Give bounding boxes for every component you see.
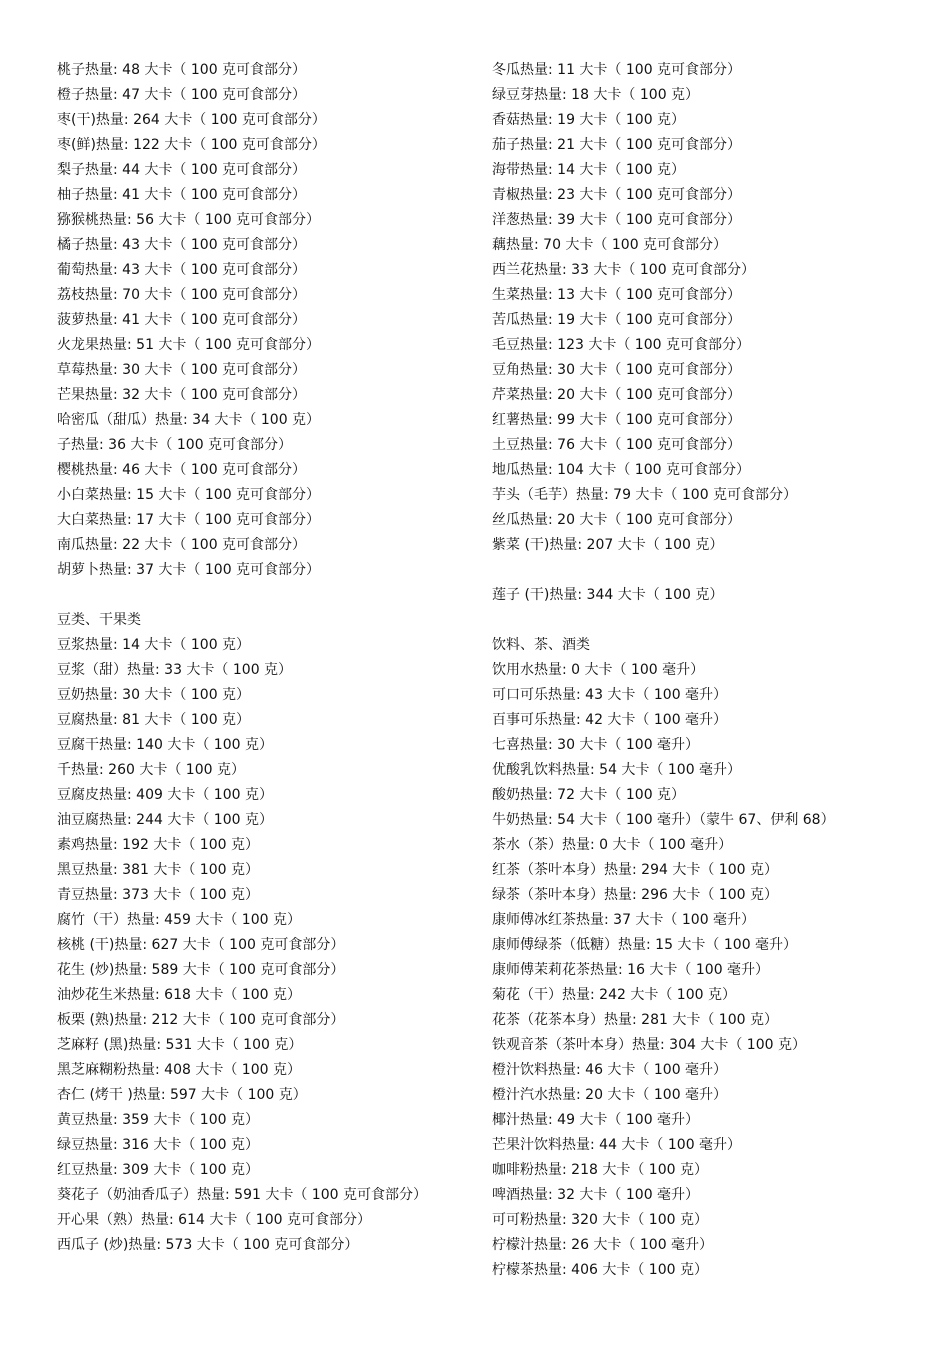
- text-line: 小白菜热量: 15 大卡（ 100 克可食部分）: [57, 487, 321, 503]
- text-line: 红薯热量: 99 大卡（ 100 克可食部分）: [492, 412, 742, 428]
- text-line: 黑豆热量: 381 大卡（ 100 克）: [57, 862, 259, 878]
- text-line: 生菜热量: 13 大卡（ 100 克可食部分）: [492, 287, 742, 303]
- text-line: 可可粉热量: 320 大卡（ 100 克）: [492, 1212, 708, 1228]
- text-line: 饮用水热量: 0 大卡（ 100 毫升）: [492, 662, 705, 678]
- text-line: 开心果（熟）热量: 614 大卡（ 100 克可食部分）: [57, 1212, 371, 1228]
- text-line: 绿豆芽热量: 18 大卡（ 100 克）: [492, 87, 700, 103]
- text-line: 草莓热量: 30 大卡（ 100 克可食部分）: [57, 362, 307, 378]
- text-line: 西瓜子 (炒)热量: 573 大卡（ 100 克可食部分）: [57, 1237, 359, 1253]
- text-line: 冬瓜热量: 11 大卡（ 100 克可食部分）: [492, 62, 742, 78]
- text-line: 菠萝热量: 41 大卡（ 100 克可食部分）: [57, 312, 307, 328]
- text-line: 豆腐皮热量: 409 大卡（ 100 克）: [57, 787, 273, 803]
- text-line: 豆奶热量: 30 大卡（ 100 克）: [57, 687, 251, 703]
- text-line: 康师傅绿茶（低糖）热量: 15 大卡（ 100 毫升）: [492, 937, 798, 953]
- text-line: 火龙果热量: 51 大卡（ 100 克可食部分）: [57, 337, 321, 353]
- text-line: 芒果热量: 32 大卡（ 100 克可食部分）: [57, 387, 307, 403]
- text-line: 洋葱热量: 39 大卡（ 100 克可食部分）: [492, 212, 742, 228]
- text-line: 核桃 (干)热量: 627 大卡（ 100 克可食部分）: [57, 937, 345, 953]
- text-line: 豆腐干热量: 140 大卡（ 100 克）: [57, 737, 273, 753]
- text-line: 优酸乳饮料热量: 54 大卡（ 100 毫升）: [492, 762, 742, 778]
- text-line: 豆浆热量: 14 大卡（ 100 克）: [57, 637, 251, 653]
- text-line: 茶水（茶）热量: 0 大卡（ 100 毫升）: [492, 837, 733, 853]
- text-line: 大白菜热量: 17 大卡（ 100 克可食部分）: [57, 512, 321, 528]
- text-line: 毛豆热量: 123 大卡（ 100 克可食部分）: [492, 337, 750, 353]
- text-line: 油炒花生米热量: 618 大卡（ 100 克）: [57, 987, 301, 1003]
- text-line: 苦瓜热量: 19 大卡（ 100 克可食部分）: [492, 312, 742, 328]
- text-line: 柚子热量: 41 大卡（ 100 克可食部分）: [57, 187, 307, 203]
- left-column: [57, 58, 462, 1258]
- text-line: 饮料、茶、酒类: [492, 637, 590, 653]
- text-line: 红豆热量: 309 大卡（ 100 克）: [57, 1162, 259, 1178]
- text-line: 黄豆热量: 359 大卡（ 100 克）: [57, 1112, 259, 1128]
- text-line: 啤酒热量: 32 大卡（ 100 毫升）: [492, 1187, 700, 1203]
- blank-line: [492, 608, 912, 633]
- text-line: 桃子热量: 48 大卡（ 100 克可食部分）: [57, 62, 307, 78]
- blank-line: [492, 558, 912, 583]
- text-line: 酸奶热量: 72 大卡（ 100 克）: [492, 787, 686, 803]
- text-line: 子热量: 36 大卡（ 100 克可食部分）: [57, 437, 293, 453]
- text-line: 千热量: 260 大卡（ 100 克）: [57, 762, 245, 778]
- text-line: 青豆热量: 373 大卡（ 100 克）: [57, 887, 259, 903]
- text-line: 葡萄热量: 43 大卡（ 100 克可食部分）: [57, 262, 307, 278]
- text-line: 油豆腐热量: 244 大卡（ 100 克）: [57, 812, 273, 828]
- text-line: 黑芝麻糊粉热量: 408 大卡（ 100 克）: [57, 1062, 301, 1078]
- text-line: 柠檬茶热量: 406 大卡（ 100 克）: [492, 1262, 708, 1278]
- text-line: 藕热量: 70 大卡（ 100 克可食部分）: [492, 237, 728, 253]
- blank-line: [57, 583, 462, 608]
- text-line: 红茶（茶叶本身）热量: 294 大卡（ 100 克）: [492, 862, 778, 878]
- text-line: 七喜热量: 30 大卡（ 100 毫升）: [492, 737, 700, 753]
- text-line: 西兰花热量: 33 大卡（ 100 克可食部分）: [492, 262, 756, 278]
- text-line: 橙汁饮料热量: 46 大卡（ 100 毫升）: [492, 1062, 728, 1078]
- text-line: 南瓜热量: 22 大卡（ 100 克可食部分）: [57, 537, 307, 553]
- text-line: 绿茶（茶叶本身）热量: 296 大卡（ 100 克）: [492, 887, 778, 903]
- text-line: 香菇热量: 19 大卡（ 100 克）: [492, 112, 686, 128]
- text-line: 紫菜 (干)热量: 207 大卡（ 100 克）: [492, 537, 724, 553]
- text-line: 腐竹（干）热量: 459 大卡（ 100 克）: [57, 912, 301, 928]
- text-line: 花生 (炒)热量: 589 大卡（ 100 克可食部分）: [57, 962, 345, 978]
- text-line: 柠檬汁热量: 26 大卡（ 100 毫升）: [492, 1237, 714, 1253]
- text-line: 丝瓜热量: 20 大卡（ 100 克可食部分）: [492, 512, 742, 528]
- text-line: 芋头（毛芋）热量: 79 大卡（ 100 克可食部分）: [492, 487, 798, 503]
- text-line: 素鸡热量: 192 大卡（ 100 克）: [57, 837, 259, 853]
- text-line: 百事可乐热量: 42 大卡（ 100 毫升）: [492, 712, 728, 728]
- text-line: 椰汁热量: 49 大卡（ 100 毫升）: [492, 1112, 700, 1128]
- text-line: 芝麻籽 (黑)热量: 531 大卡（ 100 克）: [57, 1037, 303, 1053]
- text-line: 海带热量: 14 大卡（ 100 克）: [492, 162, 686, 178]
- text-line: 哈密瓜（甜瓜）热量: 34 大卡（ 100 克）: [57, 412, 321, 428]
- text-line: 茄子热量: 21 大卡（ 100 克可食部分）: [492, 137, 742, 153]
- text-line: 菊花（干）热量: 242 大卡（ 100 克）: [492, 987, 736, 1003]
- text-line: 铁观音茶（茶叶本身）热量: 304 大卡（ 100 克）: [492, 1037, 806, 1053]
- text-line: 康师傅茉莉花茶热量: 16 大卡（ 100 毫升）: [492, 962, 770, 978]
- text-line: 橙子热量: 47 大卡（ 100 克可食部分）: [57, 87, 307, 103]
- text-line: 可口可乐热量: 43 大卡（ 100 毫升）: [492, 687, 728, 703]
- text-line: 青椒热量: 23 大卡（ 100 克可食部分）: [492, 187, 742, 203]
- text-line: 绿豆热量: 316 大卡（ 100 克）: [57, 1137, 259, 1153]
- text-line: 樱桃热量: 46 大卡（ 100 克可食部分）: [57, 462, 307, 478]
- right-column: [492, 58, 912, 1283]
- text-line: 牛奶热量: 54 大卡（ 100 毫升）（蒙牛 67、伊利 68）: [492, 812, 835, 828]
- text-line: 豆浆（甜）热量: 33 大卡（ 100 克）: [57, 662, 293, 678]
- text-line: 猕猴桃热量: 56 大卡（ 100 克可食部分）: [57, 212, 321, 228]
- text-line: 芒果汁饮料热量: 44 大卡（ 100 毫升）: [492, 1137, 742, 1153]
- text-line: 豆类、干果类: [57, 612, 141, 628]
- text-line: 板栗 (熟)热量: 212 大卡（ 100 克可食部分）: [57, 1012, 345, 1028]
- text-line: 枣(鲜)热量: 122 大卡（ 100 克可食部分）: [57, 137, 326, 153]
- text-line: 梨子热量: 44 大卡（ 100 克可食部分）: [57, 162, 307, 178]
- text-line: 杏仁 (烤干 )热量: 597 大卡（ 100 克）: [57, 1087, 307, 1103]
- text-line: 花茶（花茶本身）热量: 281 大卡（ 100 克）: [492, 1012, 778, 1028]
- text-line: 葵花子（奶油香瓜子）热量: 591 大卡（ 100 克可食部分）: [57, 1187, 427, 1203]
- text-line: 橙汁汽水热量: 20 大卡（ 100 毫升）: [492, 1087, 728, 1103]
- text-line: 橘子热量: 43 大卡（ 100 克可食部分）: [57, 237, 307, 253]
- text-line: 地瓜热量: 104 大卡（ 100 克可食部分）: [492, 462, 750, 478]
- text-line: 康师傅冰红茶热量: 37 大卡（ 100 毫升）: [492, 912, 756, 928]
- text-line: 莲子 (干)热量: 344 大卡（ 100 克）: [492, 587, 724, 603]
- text-line: 土豆热量: 76 大卡（ 100 克可食部分）: [492, 437, 742, 453]
- text-line: 枣(干)热量: 264 大卡（ 100 克可食部分）: [57, 112, 326, 128]
- text-line: 芹菜热量: 20 大卡（ 100 克可食部分）: [492, 387, 742, 403]
- text-line: 豆角热量: 30 大卡（ 100 克可食部分）: [492, 362, 742, 378]
- text-line: 咖啡粉热量: 218 大卡（ 100 克）: [492, 1162, 708, 1178]
- text-line: 豆腐热量: 81 大卡（ 100 克）: [57, 712, 251, 728]
- text-line: 胡萝卜热量: 37 大卡（ 100 克可食部分）: [57, 562, 321, 578]
- text-line: 荔枝热量: 70 大卡（ 100 克可食部分）: [57, 287, 307, 303]
